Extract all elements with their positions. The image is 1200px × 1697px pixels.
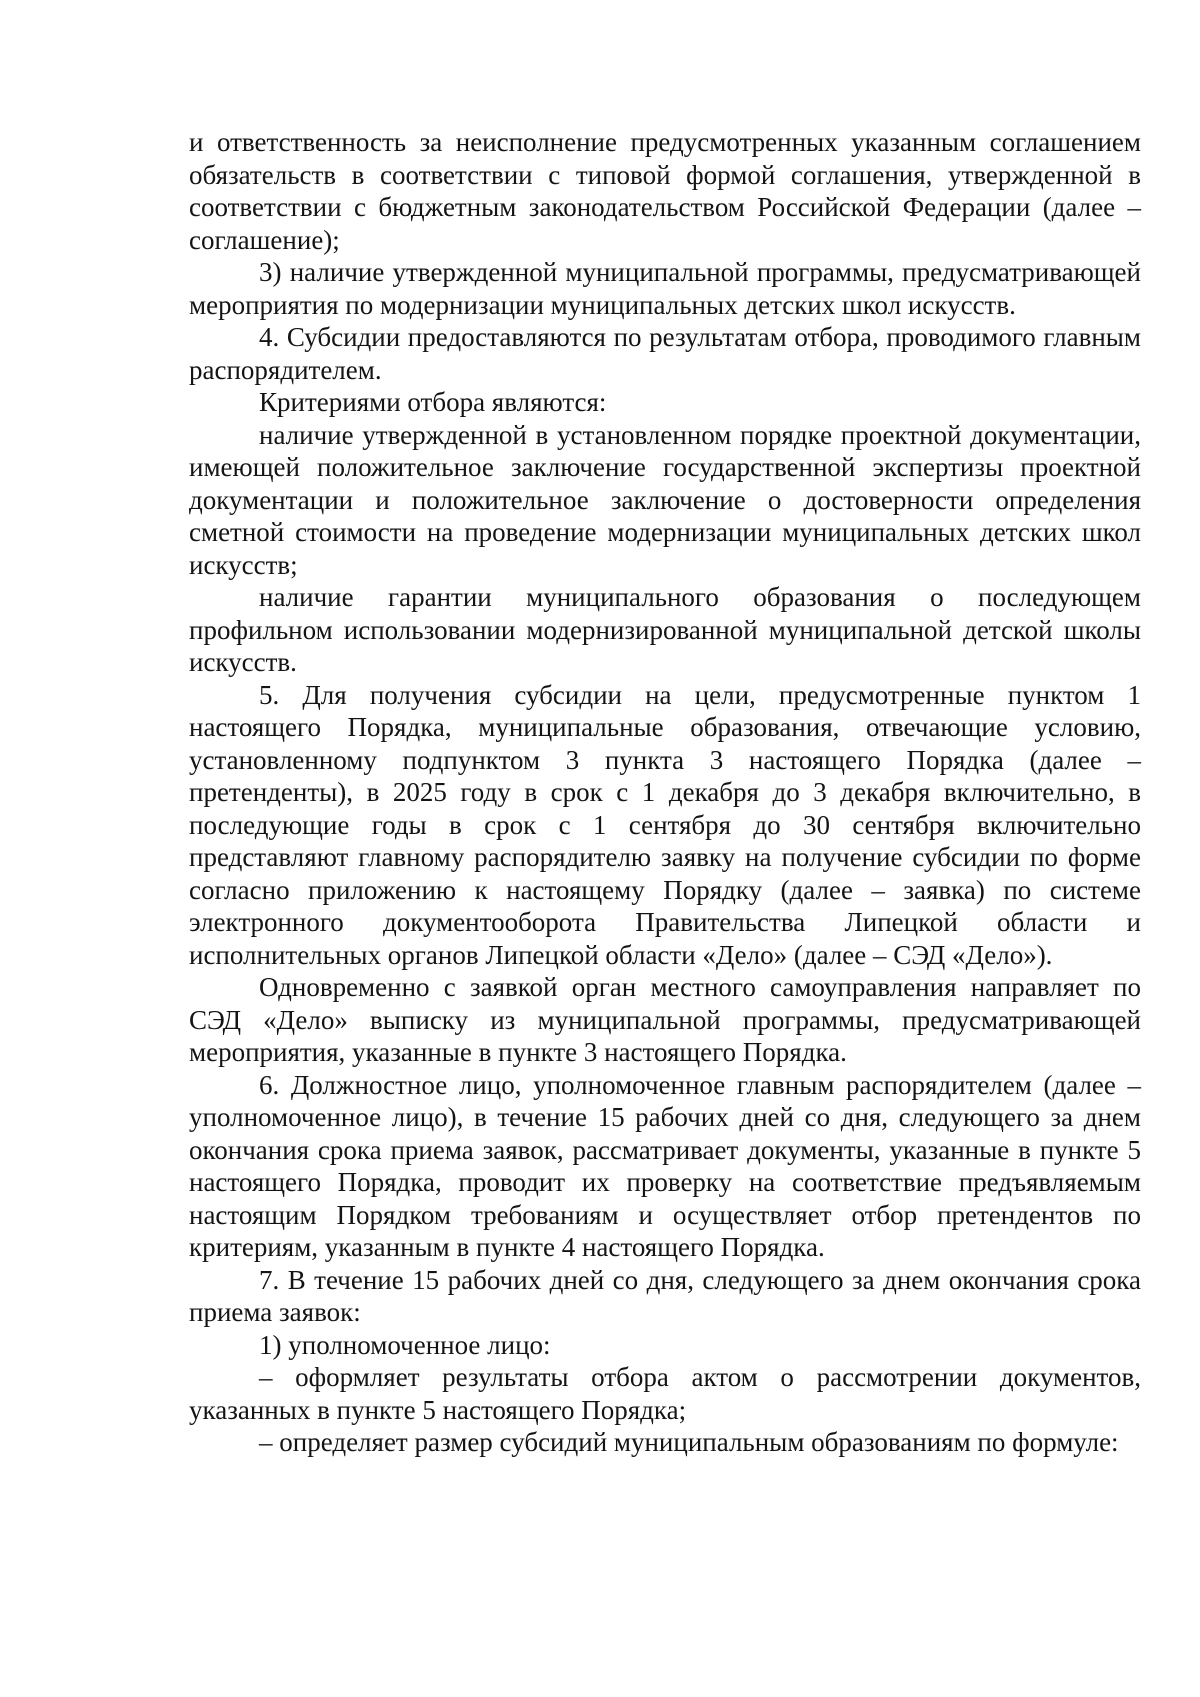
paragraph-item-7-1-b: – определяет размер субсидий муниципальным образованиям по формуле:: [259, 1427, 1119, 1457]
paragraph-item-5-extra: Одновременно с заявкой орган местного самоуправления направляет по СЭД «Дело» выписку из муниципальной программы, предусматривающей мероприятия, указанные в пункте 3 настоящего Порядка.: [189, 972, 1141, 1067]
paragraph-item-7-1-a: – оформляет результаты отбора актом о рассмотрении документов, указанных в пункте 5 настоящего Порядка;: [189, 1362, 1141, 1425]
paragraph-item-5: 5. Для получения субсидии на цели, предусмотренные пунктом 1 настоящего Порядка, муниципальные образования, отвечающие условию, установленному подпунктом 3 пункта 3 настоящего Порядка (далее – претенденты), в 2025 году в срок с 1 декабря до 3 декабря включительно, в последующие годы в срок с 1 сентября до 30 сентября включительно представляют главному распорядителю заявку на получение субсидии по форме согласно приложению к настоящему Порядку (далее – заявка) по системе электронного документооборота Правительства Липецкой области и исполнительных органов Липецкой области «Дело» (далее – СЭД «Дело»).: [189, 679, 1141, 970]
document-page: [189, 126, 1141, 1459]
paragraph-item-6: 6. Должностное лицо, уполномоченное главным распорядителем (далее – уполномоченное лицо), в течение 15 рабочих дней со дня, следующего за днем окончания срока приема заявок, рассматривает документы, указанные в пункте 5 настоящего Порядка, проводит их проверку на соответствие предъявляемым настоящим Порядком требованиям и осуществляет отбор претендентов по критериям, указанным в пункте 4 настоящего Порядка.: [189, 1069, 1141, 1262]
paragraph-item-3-3: 3) наличие утвержденной муниципальной программы, предусматривающей мероприятия по модернизации муниципальных детских школ искусств.: [189, 257, 1141, 320]
paragraph-item-7-1: 1) уполномоченное лицо:: [259, 1329, 551, 1360]
paragraph-criteria-intro: Критериями отбора являются:: [259, 387, 607, 417]
paragraph-criterion-2: наличие гарантии муниципального образования о последующем профильном использовании модернизированной муниципальной детской школы искусств.: [189, 582, 1141, 677]
paragraph-item-7: 7. В течение 15 рабочих дней со дня, следующего за днем окончания срока приема заявок:: [189, 1264, 1141, 1327]
paragraph-item-4: 4. Субсидии предоставляются по результатам отбора, проводимого главным распорядителем.: [189, 322, 1141, 385]
paragraph-criterion-1: наличие утвержденной в установленном порядке проектной документации, имеющей положительное заключение государственной экспертизы проектной документации и положительное заключение о достоверности определения сметной стоимости на проведение модернизации муниципальных детских школ искусств;: [189, 419, 1141, 580]
paragraph-continuation: и ответственность за неисполнение предусмотренных указанным соглашением обязательств в соответствии с типовой формой соглашения, утвержденной в соответствии с бюджетным законодательством Российской Федерации (далее – соглашение);: [189, 127, 1141, 255]
